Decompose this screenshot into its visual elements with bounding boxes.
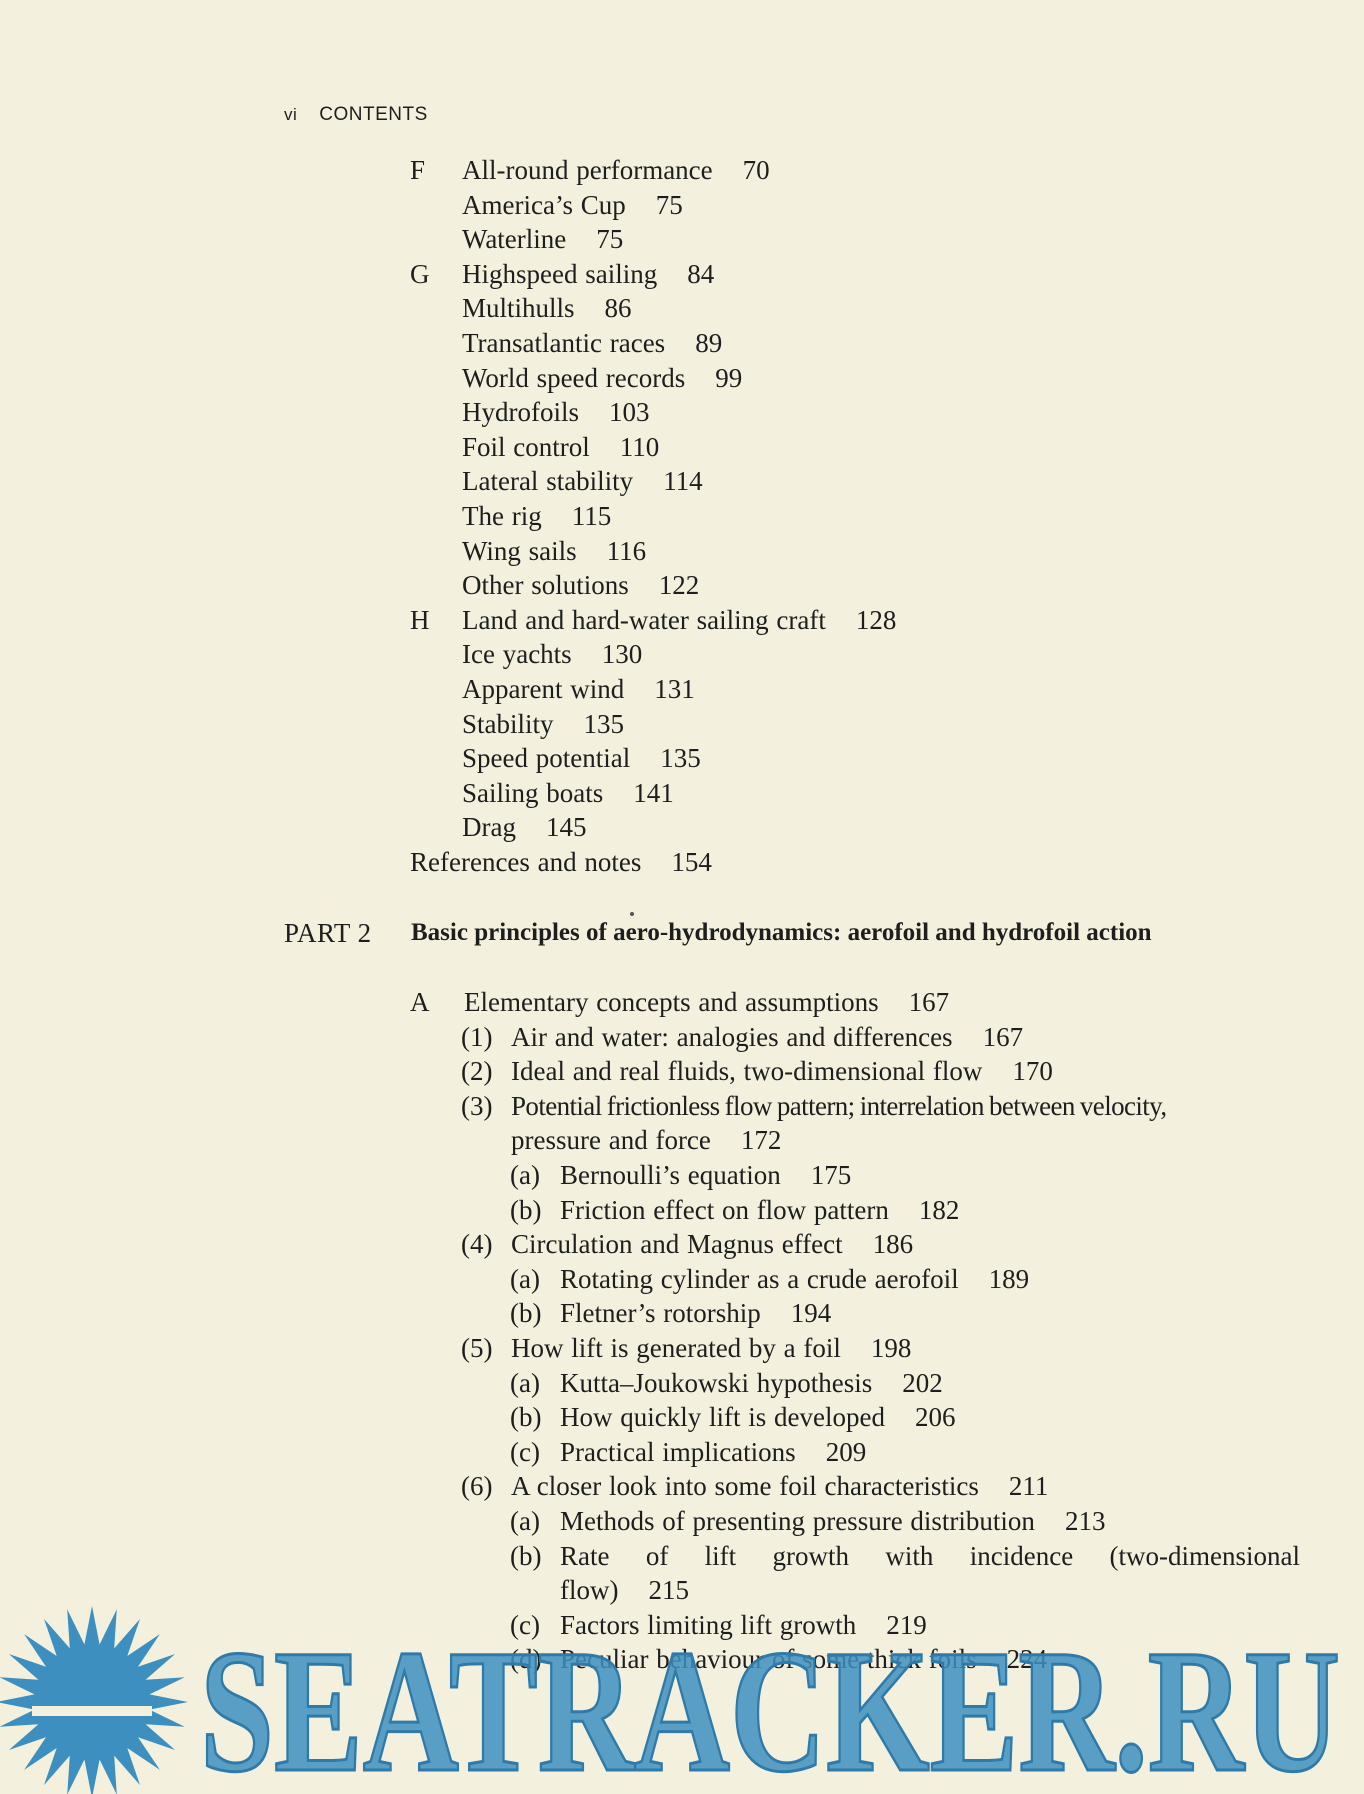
entry-page: 70 bbox=[742, 155, 770, 185]
entry-page: 170 bbox=[1012, 1056, 1053, 1087]
entry-page: 154 bbox=[671, 847, 712, 877]
entry-title: How quickly lift is developed bbox=[560, 1402, 885, 1433]
part-number: PART 2 bbox=[284, 918, 372, 948]
entry-title: Sailing boats bbox=[462, 777, 604, 808]
entry-title: References and notes bbox=[410, 847, 642, 877]
entry-title: Multihulls bbox=[462, 293, 575, 324]
entry-page: 128 bbox=[855, 604, 897, 635]
toc-entry bbox=[461, 1054, 1053, 1088]
entry-page: 175 bbox=[810, 1160, 852, 1190]
entry-title: Ice yachts bbox=[462, 639, 572, 670]
sun-icon bbox=[0, 1606, 188, 1794]
entry-page: 215 bbox=[648, 1575, 689, 1606]
toc-entry bbox=[462, 810, 586, 844]
toc-entry bbox=[462, 707, 624, 741]
toc-entry bbox=[462, 326, 722, 360]
entry-title: Foil control bbox=[462, 431, 590, 462]
entry-page: 114 bbox=[663, 466, 703, 497]
toc-entry bbox=[462, 361, 742, 395]
toc-entry bbox=[510, 1435, 867, 1469]
entry-title: The rig bbox=[462, 501, 542, 531]
entry-page: 167 bbox=[982, 1021, 1024, 1052]
toc-entry bbox=[510, 1296, 832, 1330]
toc-entry bbox=[462, 776, 674, 810]
entry-label: (c) bbox=[510, 1436, 540, 1467]
page-number: vi bbox=[284, 105, 298, 124]
entry-label: (2) bbox=[461, 1056, 493, 1087]
entry-title: Rate of lift growth with incidence (two-dimensional bbox=[560, 1540, 1300, 1571]
toc-entry bbox=[462, 534, 646, 568]
entry-title: Speed potential bbox=[462, 743, 631, 774]
entry-title-cont: flow) bbox=[560, 1575, 619, 1606]
entry-page: 84 bbox=[687, 258, 715, 289]
toc-entry bbox=[461, 1469, 1049, 1503]
watermark-text: SEATRACKER.RU bbox=[200, 1614, 1340, 1794]
entry-title: Land and hard-water sailing craft bbox=[462, 604, 826, 635]
entry-page: 224 bbox=[1006, 1644, 1048, 1675]
entry-title: Wing sails bbox=[462, 535, 577, 566]
toc-entry bbox=[461, 1331, 912, 1365]
entry-page: 122 bbox=[658, 570, 700, 601]
entry-page: 75 bbox=[655, 189, 683, 220]
entry-page: 219 bbox=[886, 1609, 927, 1640]
entry-title: Rotating cylinder as a crude aerofoil bbox=[560, 1263, 959, 1294]
entry-label: (4) bbox=[461, 1229, 493, 1260]
entry-title: Highspeed sailing bbox=[462, 258, 658, 289]
toc-entry bbox=[462, 672, 695, 706]
entry-page: 116 bbox=[606, 535, 647, 566]
entry-title: World speed records bbox=[462, 362, 686, 393]
entry-page: 75 bbox=[596, 224, 624, 255]
toc-entry bbox=[462, 430, 659, 464]
entry-title: Waterline bbox=[462, 224, 567, 255]
section-letter: F bbox=[410, 155, 426, 185]
entry-page: 131 bbox=[654, 674, 695, 704]
entry-label: (b) bbox=[510, 1194, 542, 1225]
toc-entry bbox=[461, 1227, 914, 1261]
entry-title: Circulation and Magnus effect bbox=[511, 1229, 843, 1260]
entry-page: 189 bbox=[988, 1263, 1030, 1294]
toc-entry bbox=[462, 499, 611, 533]
entry-page: 110 bbox=[619, 431, 660, 462]
toc-entry bbox=[510, 1158, 852, 1192]
toc-entry bbox=[510, 1400, 956, 1434]
toc-entry bbox=[510, 1193, 960, 1227]
entry-page: 172 bbox=[740, 1125, 782, 1156]
entry-title: Transatlantic races bbox=[462, 328, 666, 358]
entry-page: 209 bbox=[825, 1436, 867, 1467]
entry-title: Peculiar behaviour of some thick foils bbox=[560, 1644, 977, 1675]
entry-title: Factors limiting lift growth bbox=[560, 1609, 857, 1640]
entry-page: 213 bbox=[1064, 1506, 1106, 1536]
toc-entry bbox=[510, 1262, 1030, 1296]
section-letter: A bbox=[410, 987, 430, 1017]
entry-title: Kutta–Joukowski hypothesis bbox=[560, 1367, 873, 1398]
entry-label: (5) bbox=[461, 1333, 493, 1363]
entry-title: How lift is generated by a foil bbox=[511, 1333, 841, 1363]
toc-entry bbox=[410, 153, 770, 187]
entry-label: (d) bbox=[510, 1644, 542, 1675]
entry-title: Other solutions bbox=[462, 570, 629, 601]
entry-title-cont: pressure and force bbox=[511, 1125, 711, 1156]
toc-entry bbox=[410, 603, 897, 637]
toc-entry bbox=[462, 395, 650, 429]
entry-title: Air and water: analogies and differences bbox=[511, 1021, 953, 1052]
section-heading bbox=[410, 985, 950, 1019]
entry-label: (a) bbox=[510, 1506, 540, 1536]
toc-entry-continuation bbox=[511, 1123, 781, 1157]
toc-entry bbox=[461, 1020, 1024, 1054]
toc-entry bbox=[462, 188, 683, 222]
entry-page: 186 bbox=[872, 1229, 914, 1260]
entry-title: Friction effect on flow pattern bbox=[560, 1194, 889, 1225]
toc-entry bbox=[462, 464, 703, 498]
entry-label: (b) bbox=[510, 1402, 542, 1433]
toc-entry bbox=[510, 1504, 1106, 1538]
toc-entry bbox=[510, 1366, 943, 1400]
entry-title: Ideal and real fluids, two-dimensional flow bbox=[511, 1056, 983, 1087]
entry-page: 103 bbox=[609, 397, 650, 428]
entry-title: Hydrofoils bbox=[462, 397, 579, 428]
entry-page: 206 bbox=[914, 1402, 956, 1433]
toc-entry bbox=[462, 291, 632, 325]
entry-title: All-round performance bbox=[462, 155, 713, 185]
entry-page: 194 bbox=[790, 1298, 832, 1329]
entry-title: Practical implications bbox=[560, 1436, 796, 1467]
entry-title: Methods of presenting pressure distribution bbox=[560, 1506, 1035, 1536]
entry-label: (b) bbox=[510, 1540, 542, 1571]
toc-entry-wrapped bbox=[510, 1539, 1300, 1573]
section-letter: H bbox=[410, 604, 430, 635]
entry-label: (a) bbox=[510, 1160, 540, 1190]
header-title: CONTENTS bbox=[319, 104, 428, 125]
entry-page: 167 bbox=[908, 987, 950, 1017]
watermark bbox=[0, 1590, 1364, 1794]
toc-entry bbox=[462, 222, 623, 256]
entry-title: Potential frictionless flow pattern; interrelation between velocity, bbox=[511, 1090, 1167, 1121]
entry-title: Apparent wind bbox=[462, 674, 625, 704]
entry-page: 99 bbox=[715, 362, 743, 393]
entry-title: A closer look into some foil characteristics bbox=[511, 1471, 979, 1502]
entry-title: Bernoulli’s equation bbox=[560, 1160, 781, 1190]
toc-entry-references bbox=[410, 845, 712, 879]
toc-entry bbox=[462, 637, 642, 671]
entry-title: Elementary concepts and assumptions bbox=[464, 987, 879, 1017]
entry-title: Fletner’s rotorship bbox=[560, 1298, 761, 1329]
entry-page: 135 bbox=[660, 743, 701, 774]
entry-label: (a) bbox=[510, 1263, 540, 1294]
entry-title: Stability bbox=[462, 708, 554, 739]
toc-entry bbox=[462, 568, 699, 602]
entry-label: (1) bbox=[461, 1021, 493, 1052]
part-title: Basic principles of aero-hydrodynamics: aerofoil and hydrofoil action bbox=[411, 919, 1152, 946]
entry-page: 145 bbox=[545, 812, 587, 843]
entry-page: 115 bbox=[571, 501, 612, 531]
entry-title: Drag bbox=[462, 812, 516, 843]
entry-page: 86 bbox=[604, 293, 632, 324]
section-letter: G bbox=[410, 258, 430, 289]
entry-title: Lateral stability bbox=[462, 466, 634, 497]
entry-page: 130 bbox=[601, 639, 643, 670]
entry-page: 211 bbox=[1008, 1471, 1049, 1502]
toc-entry bbox=[462, 741, 701, 775]
entry-page: 202 bbox=[902, 1367, 943, 1398]
entry-label: (a) bbox=[510, 1367, 540, 1398]
entry-label: (3) bbox=[461, 1090, 493, 1121]
entry-label: (6) bbox=[461, 1471, 493, 1502]
entry-title: America’s Cup bbox=[462, 189, 626, 220]
entry-label: (c) bbox=[510, 1609, 540, 1640]
entry-page: 89 bbox=[695, 328, 723, 358]
toc-entry-wrapped bbox=[461, 1089, 1301, 1123]
entry-page: 182 bbox=[918, 1194, 960, 1225]
running-header bbox=[284, 104, 428, 126]
entry-page: 141 bbox=[633, 777, 674, 808]
entry-label: (b) bbox=[510, 1298, 542, 1329]
toc-entry bbox=[410, 257, 715, 291]
entry-page: 135 bbox=[583, 708, 625, 739]
entry-page: 198 bbox=[870, 1333, 912, 1363]
